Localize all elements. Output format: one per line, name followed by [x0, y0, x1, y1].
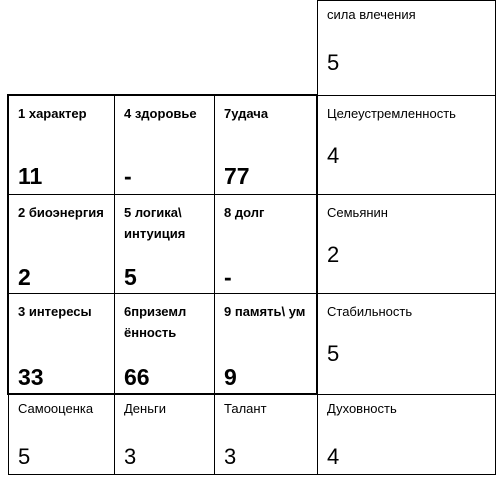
cell-prizemlennost — [114, 293, 214, 394]
cell-value: 77 — [224, 163, 250, 189]
cell-value: 5 — [327, 50, 340, 75]
grid-line-v-col2 — [114, 95, 115, 475]
box-bottom — [8, 393, 317, 395]
cell-dengi — [114, 394, 214, 475]
cell-value: 3 — [224, 444, 237, 469]
cell-bioenergiya — [8, 194, 114, 293]
cell-value: - — [224, 264, 232, 290]
grid-line-h-bottom — [8, 474, 496, 475]
cell-value: 5 — [327, 341, 340, 366]
cell-udacha — [214, 95, 317, 194]
cell-value: 66 — [124, 364, 150, 390]
cell-label: 1 характер — [18, 106, 87, 121]
cell-label: 2 биоэнергия — [18, 205, 104, 220]
cell-label: 7удача — [224, 106, 269, 121]
cell-logika-intuitsiya — [114, 194, 214, 293]
box-left — [7, 94, 9, 395]
cell-label: сила влечения — [327, 7, 416, 22]
grid-line-v-col3 — [214, 95, 215, 475]
grid-line-h-row2-top — [8, 194, 496, 195]
cell-value: 2 — [18, 264, 31, 290]
grid-line-h-top-right — [317, 0, 496, 1]
grid-line-h-row3-top — [8, 293, 496, 294]
cell-label: 5 логика\ интуиция — [124, 205, 186, 241]
box-top — [8, 94, 317, 96]
cell-value: 3 — [124, 444, 137, 469]
cell-value: 33 — [18, 364, 44, 390]
cell-value: 2 — [327, 242, 340, 267]
cell-label: 3 интересы — [18, 304, 92, 319]
cell-label: Духовность — [327, 401, 397, 416]
grid-line-v-col4 — [317, 0, 318, 475]
cell-label: Целеустремленность — [327, 106, 456, 121]
cell-value: - — [124, 163, 132, 189]
cell-zdorovie — [114, 95, 214, 194]
cell-label: Талант — [224, 401, 267, 416]
cell-label: Деньги — [124, 401, 166, 416]
cell-value: 4 — [327, 444, 340, 469]
cell-label: 6приземлённость — [124, 304, 187, 340]
cell-label: 8 долг — [224, 205, 265, 220]
cell-interesy — [8, 293, 114, 394]
cell-value: 4 — [327, 143, 340, 168]
cell-tseleustremlennost — [317, 95, 496, 194]
cell-label: Семьянин — [327, 205, 388, 220]
cell-samootsenka — [8, 394, 114, 475]
cell-duhovnost — [317, 394, 496, 475]
cell-harakter — [8, 95, 114, 194]
cell-pamyat-um — [214, 293, 317, 394]
grid-line-v-left — [8, 394, 9, 475]
cell-value: 5 — [124, 264, 137, 290]
cell-semyanin — [317, 194, 496, 293]
cell-label: 4 здоровье — [124, 106, 197, 121]
grid-line-v-right — [495, 0, 496, 475]
cell-label: Стабильность — [327, 304, 413, 319]
cell-dolg — [214, 194, 317, 293]
cell-value: 5 — [18, 444, 31, 469]
cell-label: Самооценка — [18, 401, 94, 416]
cell-value: 11 — [18, 163, 43, 189]
cell-sila-vlecheniya — [317, 0, 496, 95]
cell-talant — [214, 394, 317, 475]
cell-value: 9 — [224, 364, 237, 390]
cell-label: 9 память\ ум — [224, 304, 306, 319]
cell-stabilnost — [317, 293, 496, 394]
